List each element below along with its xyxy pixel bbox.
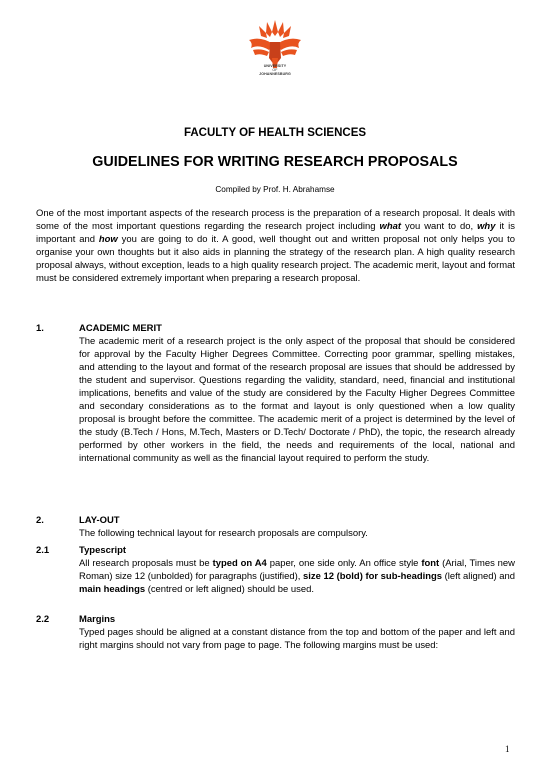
logo-text-of: OF bbox=[272, 68, 278, 73]
section-text: The academic merit of a research project is the only aspect of the proposal that should be considered for approval by the Faculty Higher Degrees Committee. Correcting poor grammar, spelling mistakes, and attending to the layout and format of the research proposal are issues that should be addressed by the student and supervisor. Questions regarding the validity, standard, need, financial and institutional implications, benefits and value of the study are considered by the Faculty Higher Degrees Committee and secondary considerations as to the format and layout is only questioned when a low quality proposal is brought before the committee. The academic merit of a project is determined by the level of the study (B.Tech / Hons, M.Tech, Masters or D.Tech/ Doctorate / PhD), the topic, the research already performed by other workers in the field, the needs and requirements of the local, national and international community as well as the financial layout required to perform the study. bbox=[79, 336, 515, 464]
typescript-bold-1: typed on A4 bbox=[212, 558, 267, 569]
section-heading: Typescript bbox=[79, 545, 127, 556]
typescript-text-1: All research proposals must be bbox=[79, 558, 213, 569]
typescript-bold-2: font bbox=[421, 558, 440, 569]
section-text: The following technical layout for research proposals are compulsory. bbox=[79, 528, 368, 539]
section-heading: LAY-OUT bbox=[79, 515, 120, 526]
section-heading: ACADEMIC MERIT bbox=[79, 323, 162, 334]
section-number: 2.1 bbox=[36, 545, 50, 556]
typescript-bold-3: size 12 (bold) for sub-headings bbox=[303, 571, 443, 582]
logo-text-university: UNIVERSITY bbox=[263, 64, 287, 68]
section-number: 1. bbox=[36, 323, 44, 334]
section-number: 2. bbox=[36, 515, 44, 526]
faculty-heading: FACULTY OF HEALTH SCIENCES bbox=[183, 127, 367, 139]
logo-wordmark bbox=[240, 64, 310, 77]
intro-text-4: you are going to do it. A good, well thought out and written proposal not only helps you to organise your own thoughts but it also aids in planning the strategy of the research plan. A high quality research proposal always, without exception, leads to a high quality research project. The academic merit, layout and format must be considered extremely important when preparing a research proposal. bbox=[36, 234, 515, 284]
typescript-text-2: paper, one side only. An office style bbox=[266, 558, 422, 569]
intro-text-1: One of the most important aspects of the research process is the preparation of a research proposal. It deals with some of the most important questions regarding the research project including bbox=[36, 208, 515, 232]
intro-paragraph bbox=[36, 207, 515, 285]
intro-emphasis-how: how bbox=[98, 234, 118, 245]
compiled-by: Compiled by Prof. H. Abrahamse bbox=[215, 185, 335, 194]
page-number: 1 bbox=[505, 744, 510, 754]
intro-text-2: you want to do, bbox=[400, 221, 478, 232]
intro-emphasis-why: why bbox=[477, 221, 496, 232]
document-title: GUIDELINES FOR WRITING RESEARCH PROPOSALS bbox=[92, 154, 458, 170]
section-heading: Margins bbox=[79, 614, 116, 625]
section-text bbox=[79, 557, 515, 596]
typescript-text-4: (left aligned) and bbox=[442, 571, 515, 582]
section-text: Typed pages should be aligned at a constant distance from the top and bottom of the paper and left and right margins should not vary from page to page. The following margins must be used: bbox=[79, 627, 515, 651]
typescript-text-3: (Arial, Times new Roman) size 12 (unbolded) for paragraphs (justified), bbox=[79, 558, 515, 582]
intro-emphasis-what: what bbox=[379, 221, 401, 232]
section-number: 2.2 bbox=[36, 614, 50, 625]
logo-text-johannesburg: JOHANNESBURG bbox=[259, 72, 291, 77]
typescript-text-5: (centred or left aligned) should be used. bbox=[145, 584, 315, 595]
typescript-bold-4: main headings bbox=[79, 584, 146, 595]
intro-text-3: it is important and bbox=[36, 221, 515, 245]
